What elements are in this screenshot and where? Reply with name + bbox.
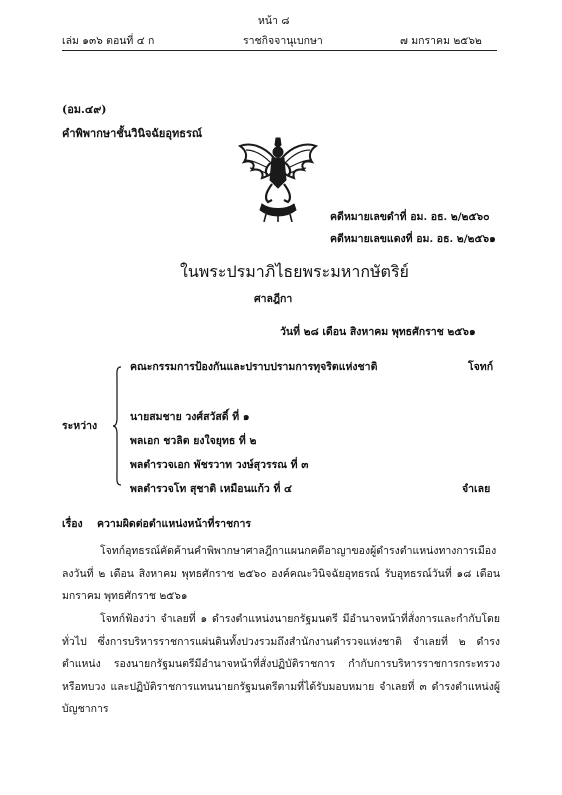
court-name: ศาลฎีกา — [254, 293, 293, 305]
court-judgment-title: คำพิพากษาชั้นวินิจฉัยอุทธรณ์ — [62, 127, 203, 140]
royal-name-heading: ในพระปรมาภิไธยพระมหากษัตริย์ — [180, 262, 409, 281]
defendant-3: พลตำรวจเอก พัชรวาท วงษ์สุวรรณ ที่ ๓ — [130, 459, 309, 471]
defendant-1: นายสมชาย วงศ์สวัสดิ์ ที่ ๑ — [130, 411, 250, 423]
subject-label: เรื่อง — [62, 518, 83, 530]
between-label: ระหว่าง — [62, 420, 98, 432]
case-number-red: คดีหมายเลขแดงที่ อม. อธ. ๒/๒๕๖๑ — [330, 233, 496, 245]
case-number-black: คดีหมายเลขดำที่ อม. อธ. ๒/๒๕๖๐ — [330, 211, 490, 223]
body-paragraph-2: โจทก์ฟ้องว่า จำเลยที่ ๑ ดำรงตำแหน่งนายกรัฐมนตรี มีอำนาจหน้าที่สั่งการและกำกับโดยทั่วไป ซึ่งการบริหารราชการแผ่นดินทั้งปวงรวมถึงสำนักงานตำรวจแห่งชาติ จำเลยที่ ๒ ดำรงตำแหน่ง รองนายกรัฐมนตรีมีอำนาจหน้าที่สั่งปฏิบัติราชการ กำกับการบริหารราชการกระทรวง หรือทบวง และปฏิบัติราชการแทนนายกรัฐมนตรีตามที่ได้รับมอบหมาย จำเลยที่ ๓ ดำรงตำแหน่งผู้บัญชาการ — [62, 613, 500, 715]
judgment-date: วันที่ ๒๘ เดือน สิงหาคม พุทธศักราช ๒๕๖๑ — [280, 326, 476, 338]
doc-code: (อม.๔๙) — [62, 103, 107, 116]
defendant-4: พลตำรวจโท สุชาติ เหมือนแก้ว ที่ ๔ — [130, 483, 292, 495]
page-number: หน้า ๘ — [258, 15, 290, 27]
subject-text: ความผิดต่อตำแหน่งหน้าที่ราชการ — [97, 518, 252, 530]
gazette-date: ๗ มกราคม ๒๕๖๒ — [400, 35, 482, 47]
garuda-emblem-icon — [236, 136, 320, 222]
gazette-volume: เล่ม ๑๓๖ ตอนที่ ๔ ก — [62, 35, 155, 47]
brace-icon — [112, 366, 122, 486]
plaintiff-name: คณะกรรมการป้องกันและปราบปรามการทุจริตแห่งชาติ — [130, 361, 378, 373]
header-rule — [62, 50, 497, 51]
plaintiff-role: โจทก์ — [468, 361, 494, 373]
defendant-role: จำเลย — [462, 483, 491, 495]
body-paragraph-1: โจทก์อุทธรณ์คัดค้านคำพิพากษาศาลฎีกาแผนกคดีอาญาของผู้ดำรงตำแหน่งทางการเมือง ลงวันที่ ๒ เดือน สิงหาคม พุทธศักราช ๒๕๖๐ องค์คณะวินิจฉัยอุทธรณ์ รับอุทธรณ์วันที่ ๑๘ เดือน มกราคม พุทธศักราช ๒๕๖๑ — [62, 545, 500, 602]
defendant-2: พลเอก ชวลิต ยงใจยุทธ ที่ ๒ — [130, 435, 257, 447]
gazette-name: ราชกิจจานุเบกษา — [243, 35, 323, 47]
